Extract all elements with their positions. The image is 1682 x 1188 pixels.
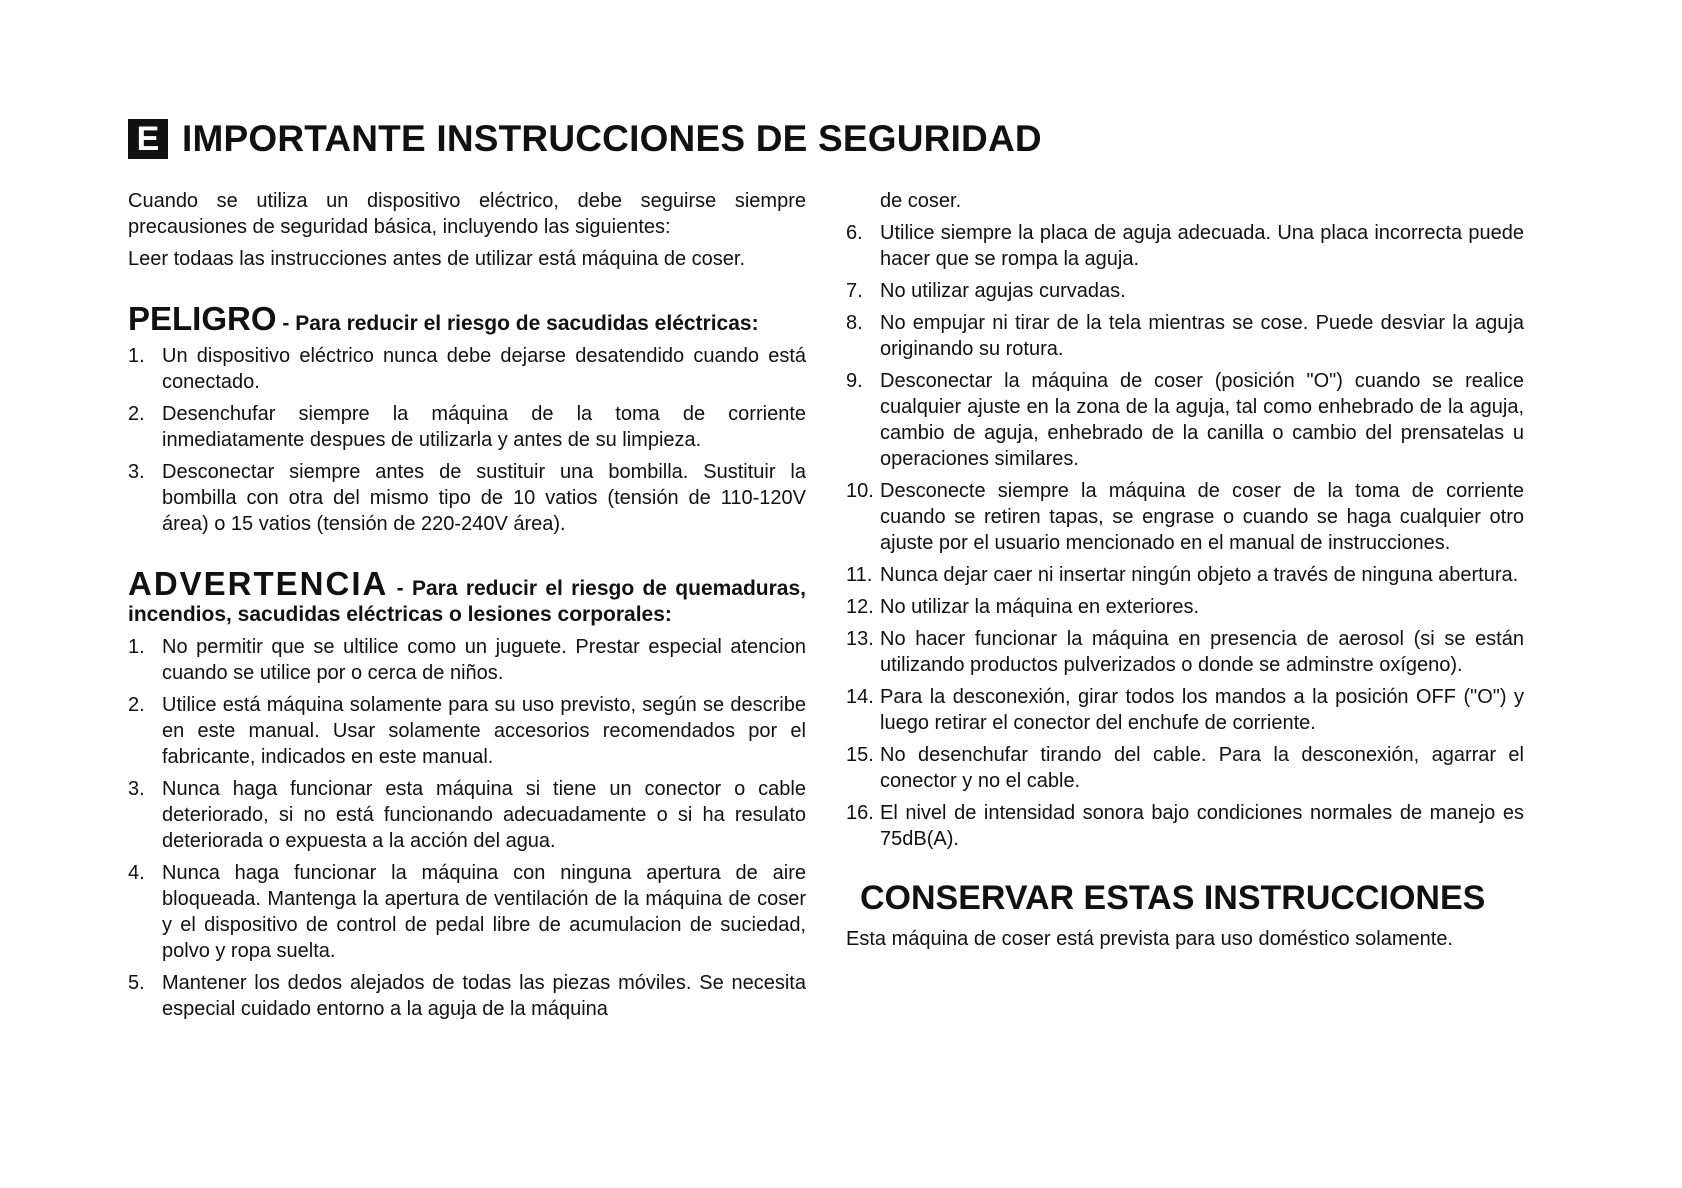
page-title: IMPORTANTE INSTRUCCIONES DE SEGURIDAD <box>182 118 1042 159</box>
advertencia-heading <box>128 567 806 628</box>
list-item: 5. Mantener los dedos alejados de todas las piezas móviles. Se necesita especial cuidado entorno a la aguja de la máquina <box>128 972 806 1020</box>
list-item: 3. Nunca haga funcionar esta máquina si tiene un conector o cable deteriorado, si no está funcionando adecuadamente o si ha resulato deteriorada o expuesta a la acción del agua. <box>128 778 806 852</box>
intro-paragraph-2: Leer todaas las instrucciones antes de utilizar está máquina de coser. <box>128 248 746 270</box>
page-header <box>128 116 1042 162</box>
advertencia-subtitle: - Para reducir el riesgo de quemaduras, incendios, sacudidas eléctricas o lesiones corporales: <box>128 577 806 626</box>
list-item: 9. Desconectar la máquina de coser (posición "O") cuando se realice cualquier ajuste en la zona de la aguja, tal como enhebrado de la aguja, cambio de aguja, enhebrado de la canilla o cambio del prensatelas u operaciones similares. <box>846 370 1524 470</box>
list-item: 6. Utilice siempre la placa de aguja adecuada. Una placa incorrecta puede hacer que se rompa la aguja. <box>846 222 1524 270</box>
list-item: 2. Desenchufar siempre la máquina de la toma de corriente inmediatamente despues de utilizarla y antes de su limpieza. <box>128 403 806 451</box>
conservar-text: Esta máquina de coser está prevista para uso doméstico solamente. <box>846 928 1453 950</box>
list-item: 12. No utilizar la máquina en exteriores. <box>846 596 1200 618</box>
list-item: 14. Para la desconexión, girar todos los mandos a la posición OFF ("O") y luego retirar el conector del enchufe de corriente. <box>846 686 1524 734</box>
list-item: 8. No empujar ni tirar de la tela mientras se cose. Puede desviar la aguja originando su rotura. <box>846 312 1524 360</box>
list-item: 16. El nivel de intensidad sonora bajo condiciones normales de manejo es 75dB(A). <box>846 802 1524 850</box>
item-5-continuation: de coser. <box>880 190 962 212</box>
list-item: 1. No permitir que se ultilice como un juguete. Prestar especial atencion cuando se utilice por o cerca de niños. <box>128 636 806 684</box>
list-item: 1. Un dispositivo eléctrico nunca debe dejarse desatendido cuando está conectado. <box>128 345 806 393</box>
left-column <box>128 188 806 1028</box>
advertencia-list <box>128 634 806 1022</box>
list-item: 13. No hacer funcionar la máquina en presencia de aerosol (si se están utilizando productos pulverizados o donde se adminstre oxígeno). <box>846 628 1524 676</box>
list-item: 2. Utilice está máquina solamente para su uso previsto, según se describe en este manual. Usar solamente accesorios recomendados por el fabricante, indicados en este manual. <box>128 694 806 768</box>
list-item: 3. Desconectar siempre antes de sustituir una bombilla. Sustituir la bombilla con otra del mismo tipo de 10 vatios (tensión de 110-120V área) o 15 vatios (tensión de 220-240V área). <box>128 461 806 535</box>
list-item: 15. No desenchufar tirando del cable. Para la desconexión, agarrar el conector y no el cable. <box>846 744 1524 792</box>
language-badge: E <box>128 119 168 159</box>
advertencia-list-continued <box>846 220 1524 852</box>
peligro-subtitle: - Para reducir el riesgo de sacudidas eléctricas: <box>276 312 759 335</box>
conservar-heading: CONSERVAR ESTAS INSTRUCCIONES <box>860 879 1486 917</box>
peligro-title: PELIGRO <box>128 300 277 337</box>
intro-paragraph-1: Cuando se utiliza un dispositivo eléctrico, debe seguirse siempre precausiones de seguridad básica, incluyendo las siguientes: <box>128 190 806 238</box>
list-item: 11. Nunca dejar caer ni insertar ningún objeto a través de ninguna abertura. <box>846 564 1519 586</box>
peligro-list <box>128 343 806 537</box>
peligro-heading <box>128 302 806 337</box>
right-column <box>846 188 1524 952</box>
intro <box>128 188 806 272</box>
list-item: 10. Desconecte siempre la máquina de coser de la toma de corriente cuando se retiren tapas, se engrase o cuando se haga cualquier otro ajuste por el usuario mencionado en el manual de instrucciones. <box>846 480 1524 554</box>
list-item: 7. No utilizar agujas curvadas. <box>846 280 1126 302</box>
advertencia-title: ADVERTENCIA <box>128 565 389 602</box>
list-item: 4. Nunca haga funcionar la máquina con ninguna apertura de aire bloqueada. Mantenga la apertura de ventilación de la máquina de coser y el dispositivo de control de pedal libre de acumulacion de suciedad, polvo y ropa suelta. <box>128 862 806 962</box>
